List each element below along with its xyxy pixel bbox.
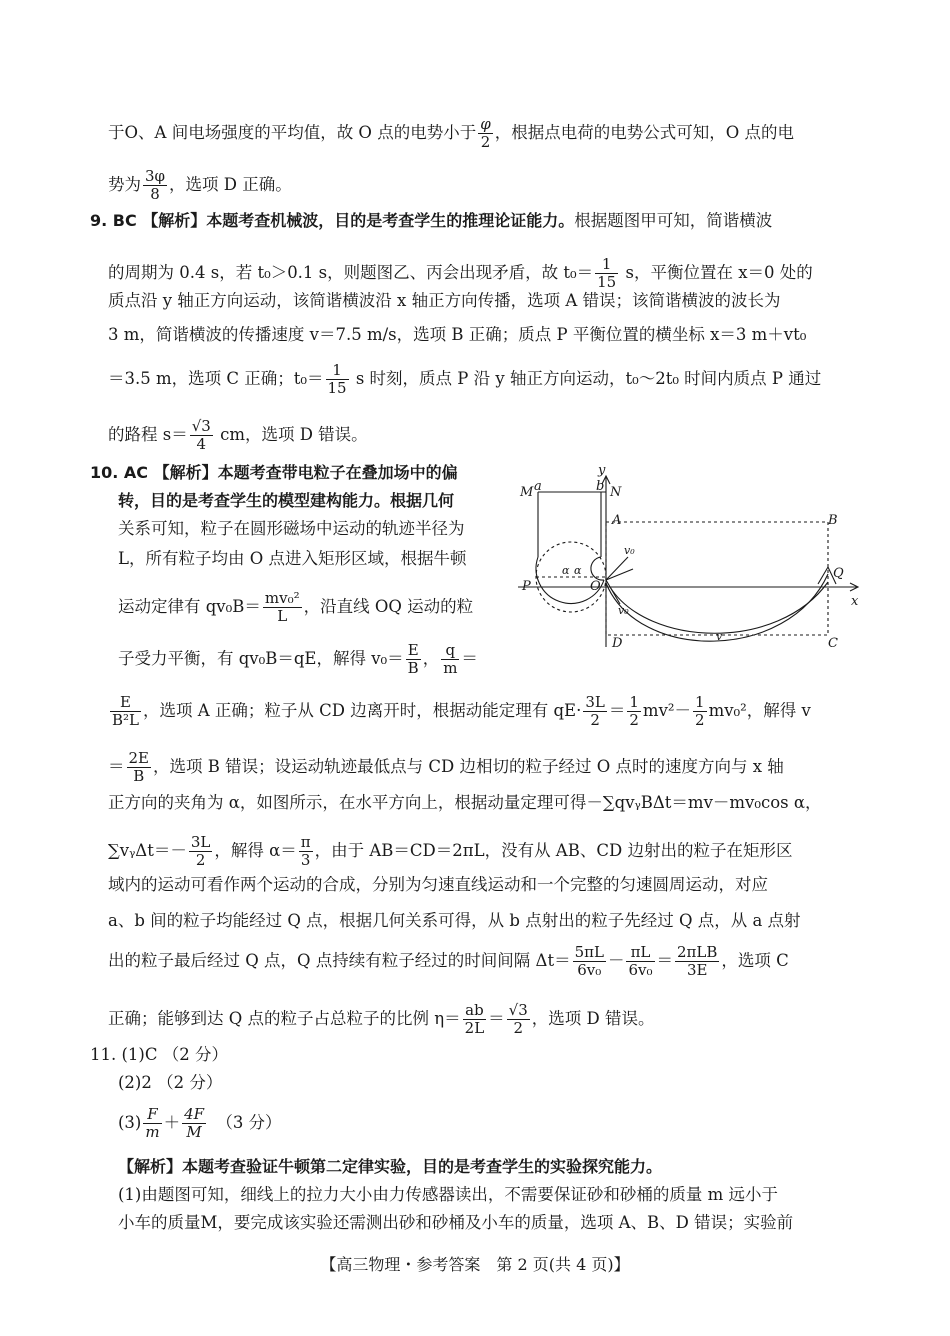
q10-line-7: $\frac{E}{\text{B²L}}$ ，选项 A 正确；粒子从 CD 边离开时，根据动能定理有 qE· $\frac{3L}{2}$ ＝ $\frac{1}{2}$ mv²－ $\frac{1}{2}$ mv₀²，解得 v — [112, 693, 811, 729]
q9-heading: 9. BC 【解析】本题考查机械波，目的是考查学生的推理论证能力。根据题图甲可知，简谐横波 — [90, 211, 773, 230]
q10-line-6: 子受力平衡，有 qv₀B＝qE，解得 v₀＝ $\frac{E}{B}$ ， $\frac{q}{m}$ ＝ — [118, 641, 478, 677]
q11-analysis-2: 小车的质量M，要完成该实验还需测出砂和砂桶及小车的质量，选项 A、B、D 错误；实验前 — [118, 1213, 794, 1232]
fraction: $\frac{√3}{4}$ — [191, 417, 211, 453]
q10-line-4: L，所有粒子均由 O 点进入矩形区域，根据牛顿 — [118, 549, 467, 568]
q10-line-14: 正确；能够到达 Q 点的粒子占总粒子的比例 η＝ $\frac{ab}{2L}$ ＝ $\frac{√3}{2}$ ，选项 D 错误。 — [108, 1001, 655, 1037]
label-v0-up: v₀ — [624, 544, 635, 557]
magnetic-circle — [536, 542, 606, 612]
label-b: b — [596, 479, 605, 494]
fraction: $\frac{F}{m}$ — [145, 1105, 160, 1141]
q11-analysis-1: (1)由题图可知，细线上的拉力大小由力传感器读出，不需要保证砂和砂桶的质量 m 远小于 — [118, 1185, 779, 1204]
label-o: O — [590, 579, 601, 594]
q10-line-8: ＝ $\frac{2E}{B}$ ，选项 B 错误；设运动轨迹最低点与 CD 边相切的粒子经过 O 点时的速度方向与 x 轴 — [108, 749, 784, 785]
fraction: $\frac{3\varphi}{8}$ — [145, 167, 166, 203]
fraction: $\frac{√3}{2}$ — [508, 1001, 528, 1037]
label-x: x — [851, 594, 859, 609]
q8-line-1: 于O、A 间电场强度的平均值，故 O 点的电势小于 $\frac{\varphi}{2}$ ，根据点电荷的电势公式可知，O 点的电 — [108, 115, 795, 151]
label-y: y — [598, 463, 606, 478]
q10-line-2: 转，目的是考查学生的模型建构能力。根据几何 — [118, 491, 455, 510]
velocity-arrow-up — [606, 557, 628, 580]
q8-line-2: 势为 $\frac{3\varphi}{8}$ ，选项 D 正确。 — [108, 167, 292, 203]
label-alpha-2: α — [574, 564, 582, 577]
fraction: $\frac{1}{2}$ — [695, 693, 705, 729]
label-alpha-1: α — [562, 564, 570, 577]
q10-line-12: a、b 间的粒子均能经过 Q 点，根据几何关系可得，从 b 点射出的粒子先经过 Q 点，从 a 点射 — [108, 911, 801, 930]
fraction: $\frac{\text{mv₀²}}{L}$ — [264, 589, 300, 625]
q11-heading: 11. (1)C （2 分） — [90, 1045, 228, 1064]
q10-line-10: ∑vᵧΔt＝－ $\frac{3L}{2}$ ，解得 α＝ $\frac{\pi}{3}$ ，由于 AB＝CD＝2πL，没有从 AB、CD 边射出的粒子在矩形区 — [108, 833, 793, 869]
q11-part-3: (3) $\frac{F}{m}$ ＋ $\frac{4F}{M}$ （3 分） — [118, 1105, 282, 1141]
fraction: $\frac{3L}{2}$ — [190, 833, 211, 869]
label-c: C — [828, 636, 838, 651]
q9-line-3: 质点沿 y 轴正方向运动，该简谐横波沿 x 轴正方向传播，选项 A 错误；该简谐横波的波长为 — [108, 291, 781, 310]
q9-line-5: ＝3.5 m，选项 C 正确；t₀＝ $\frac{1}{15}$ s 时刻，质点 P 沿 y 轴正方向运动，t₀～2t₀ 时间内质点 P 通过 — [108, 361, 822, 397]
label-a: a — [534, 479, 542, 494]
fraction: $\frac{E}{B}$ — [407, 641, 419, 677]
label-v: v — [716, 630, 723, 643]
fraction: $\frac{ab}{2L}$ — [464, 1001, 485, 1037]
q9-line-6: 的路程 s＝ $\frac{√3}{4}$ cm，选项 D 错误。 — [108, 417, 368, 453]
fraction: $\frac{2E}{B}$ — [128, 749, 149, 785]
q10-line-9: 正方向的夹角为 α，如图所示，在水平方向上，根据动量定理可得－∑qvᵧBΔt＝mv－mv₀cos α， — [108, 793, 822, 812]
label-d: D — [612, 636, 623, 651]
q10-heading: 10. AC 【解析】本题考查带电粒子在叠加场中的偏 — [90, 463, 458, 482]
label-v0-down: v₀ — [618, 604, 629, 617]
magnetic-field-diagram — [518, 462, 868, 652]
fraction: $\frac{5\pi L}{\text{6v₀}}$ — [574, 943, 604, 979]
fraction: $\frac{1}{15}$ — [597, 255, 617, 291]
fraction: $\frac{4F}{M}$ — [184, 1105, 205, 1141]
fraction: $\frac{E}{\text{B²L}}$ — [112, 693, 139, 729]
q11-part-2: (2)2 （2 分） — [118, 1073, 223, 1092]
label-q: Q — [833, 566, 844, 581]
fraction: $\frac{1}{15}$ — [327, 361, 347, 397]
trajectory-inner — [610, 582, 828, 633]
q10-line-3: 关系可知，粒子在圆形磁场中运动的轨迹半径为 — [118, 519, 465, 538]
label-p: P — [522, 579, 531, 594]
q11-analysis: 【解析】本题考查验证牛顿第二定律实验，目的是考查学生的实验探究能力。 — [118, 1157, 663, 1176]
label-b-corner: B — [828, 513, 838, 528]
velocity-arrow-mid — [606, 569, 633, 580]
label-a-corner: A — [612, 513, 622, 528]
fraction: $\frac{3L}{2}$ — [585, 693, 605, 729]
fraction: $\frac{1}{2}$ — [629, 693, 639, 729]
velocity-arrow-down — [606, 580, 620, 604]
label-m: M — [520, 485, 534, 500]
q10-line-11: 域内的运动可看作两个运动的合成，分别为匀速直线运动和一个完整的匀速圆周运动，对应 — [108, 875, 768, 894]
page-footer: 【高三物理・参考答案 第 2 页(共 4 页)】 — [320, 1255, 630, 1274]
fraction: $\frac{q}{m}$ — [443, 641, 458, 677]
fraction: $\frac{\text{2πLB}}{3E}$ — [677, 943, 718, 979]
fraction: $\frac{\pi L}{\text{6v₀}}$ — [628, 943, 653, 979]
fraction: $\frac{\varphi}{2}$ — [480, 115, 491, 151]
q9-line-2: 的周期为 0.4 s，若 t₀＞0.1 s，则题图乙、丙会出现矛盾，故 t₀＝ $\frac{1}{15}$ s，平衡位置在 x＝0 处的 — [108, 255, 813, 291]
rectangle-region — [606, 522, 828, 635]
q10-line-13: 出的粒子最后经过 Q 点，Q 点持续有粒子经过的时间间隔 Δt＝ $\frac{5\pi L}{\text{6v₀}}$ － $\frac{\pi L}{\text{6v₀}}$ ＝ $\frac{\text{2πLB}}{3E}$ ，选项 C — [108, 943, 789, 979]
label-n: N — [610, 485, 622, 500]
fraction: $\frac{\pi}{3}$ — [300, 833, 311, 869]
q10-line-5: 运动定律有 qv₀B＝ $\frac{\text{mv₀²}}{L}$ ，沿直线 OQ 运动的粒 — [118, 589, 474, 625]
q9-line-4: 3 m，简谐横波的传播速度 v＝7.5 m/s，选项 B 正确；质点 P 平衡位置的横坐标 x＝3 m＋vt₀ — [108, 325, 807, 344]
